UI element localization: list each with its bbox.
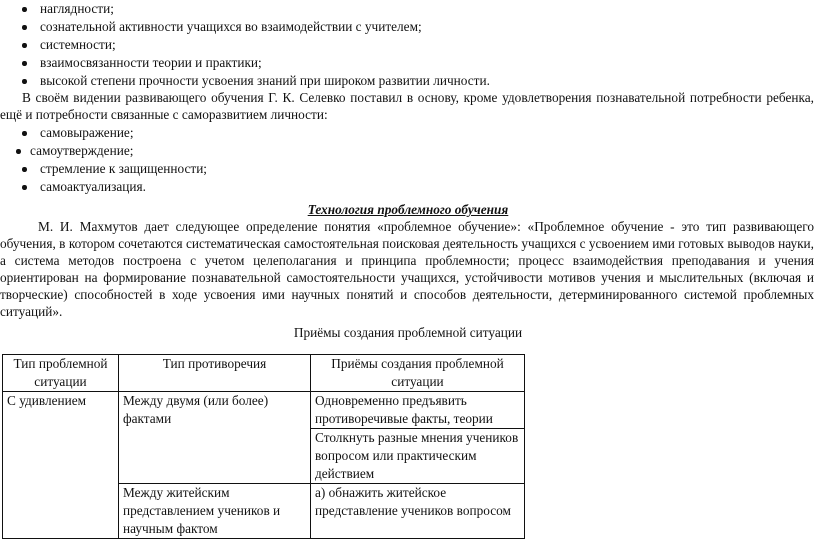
cell-method: Столкнуть разные мнения учеников вопросом или практическим действием: [311, 429, 525, 484]
table-header-row: [3, 355, 525, 392]
bullet-icon: [22, 25, 27, 30]
document-page: наглядности; сознательной активности учащихся во взаимодействии с учителем; системности; взаимосвязанности теории и практики; высокой степени прочности усвоения знаний при широком развитии личности. В своём видении развивающего обучения Г. К. Селевко поставил в основу, кроме удовлетворения познавательной потребности ребенка, ещё и потребности связанные с саморазвитием личности: самовыражение; самоутверждение; стремление к защищенности; самоактуализация. Технология проблемного обучения М. И. Махмутов дает следующее определение понятия «проблемное обучение»: «Проблемное обучение - это тип развивающего обучения, в котором сочетаются систематическая самостоятельная поисковая деятельность учащихся с усвоением ими готовых выводов науки, а система методов построена с учетом целеполагания и принципа проблемности; процесс взаимодействия преподавания и учения ориентирован на формирование познавательной самостоятельности учащихся, устойчивости мотивов учения и мыслительных (включая и творческие) способностей в ходе усвоения ими научных понятий и способов деятельности, детерминированного системой проблемных ситуаций». Приёмы создания проблемной ситуации Тип проблемной ситуации Тип противоречия Приёмы создания проблемной ситуации С удивлением Между двумя (или более) фактами Одновременно предъявить противоречивые факты, теории Столкнуть разные мнения учеников вопросом или практическим действием Между житейским представлением учеников и научным фактом а) обнажить житейское представление учеников вопросом: [0, 0, 816, 512]
section-title: Технология проблемного обучения: [307, 202, 509, 217]
bullet-icon: [22, 131, 27, 136]
table-caption: Приёмы создания проблемной ситуации: [293, 325, 523, 340]
paragraph-definition: М. И. Махмутов дает следующее определение понятия «проблемное обучение»: «Проблемное обучение - это тип развивающего обучения, в котором сочетаются систематическая самостоятельная поисковая деятельность учащихся с усвоением ими готовых выводов науки, а система методов построена с учетом целеполагания и принципа проблемности; процесс взаимодействия преподавания и учения ориентирован на формирование познавательной самостоятельности учащихся, устойчивости мотивов учения и мыслительных (включая и творческие) способностей в ходе усвоения ими научных понятий и способов деятельности, детерминированного системой проблемных ситуаций».: [0, 219, 814, 319]
cell-contradiction: Между двумя (или более) фактами: [119, 392, 311, 484]
header-situation-type: Тип проблемной ситуации: [3, 355, 119, 392]
paragraph-selevko: В своём видении развивающего обучения Г. К. Селевко поставил в основу, кроме удовлетворения познавательной потребности ребенка, ещё и потребности связанные с саморазвитием личности:: [0, 90, 814, 122]
cell-situation-type: С удивлением: [3, 392, 119, 539]
bullet-icon: [22, 43, 27, 48]
bullet-icon: [22, 79, 27, 84]
header-methods: Приёмы создания проблемной ситуации: [311, 355, 525, 392]
bullet-icon: [16, 149, 21, 154]
bullet-icon: [22, 61, 27, 66]
problem-situation-table: [2, 354, 525, 539]
cell-method: а) обнажить житейское представление учеников вопросом: [311, 484, 525, 539]
bullet-icon: [22, 7, 27, 12]
table-row: [3, 392, 525, 429]
cell-contradiction: Между житейским представлением учеников и научным фактом: [119, 484, 311, 539]
header-contradiction-type: Тип противоречия: [119, 355, 311, 392]
bullet-icon: [22, 167, 27, 172]
bullet-icon: [22, 185, 27, 190]
cell-method: Одновременно предъявить противоречивые факты, теории: [311, 392, 525, 429]
